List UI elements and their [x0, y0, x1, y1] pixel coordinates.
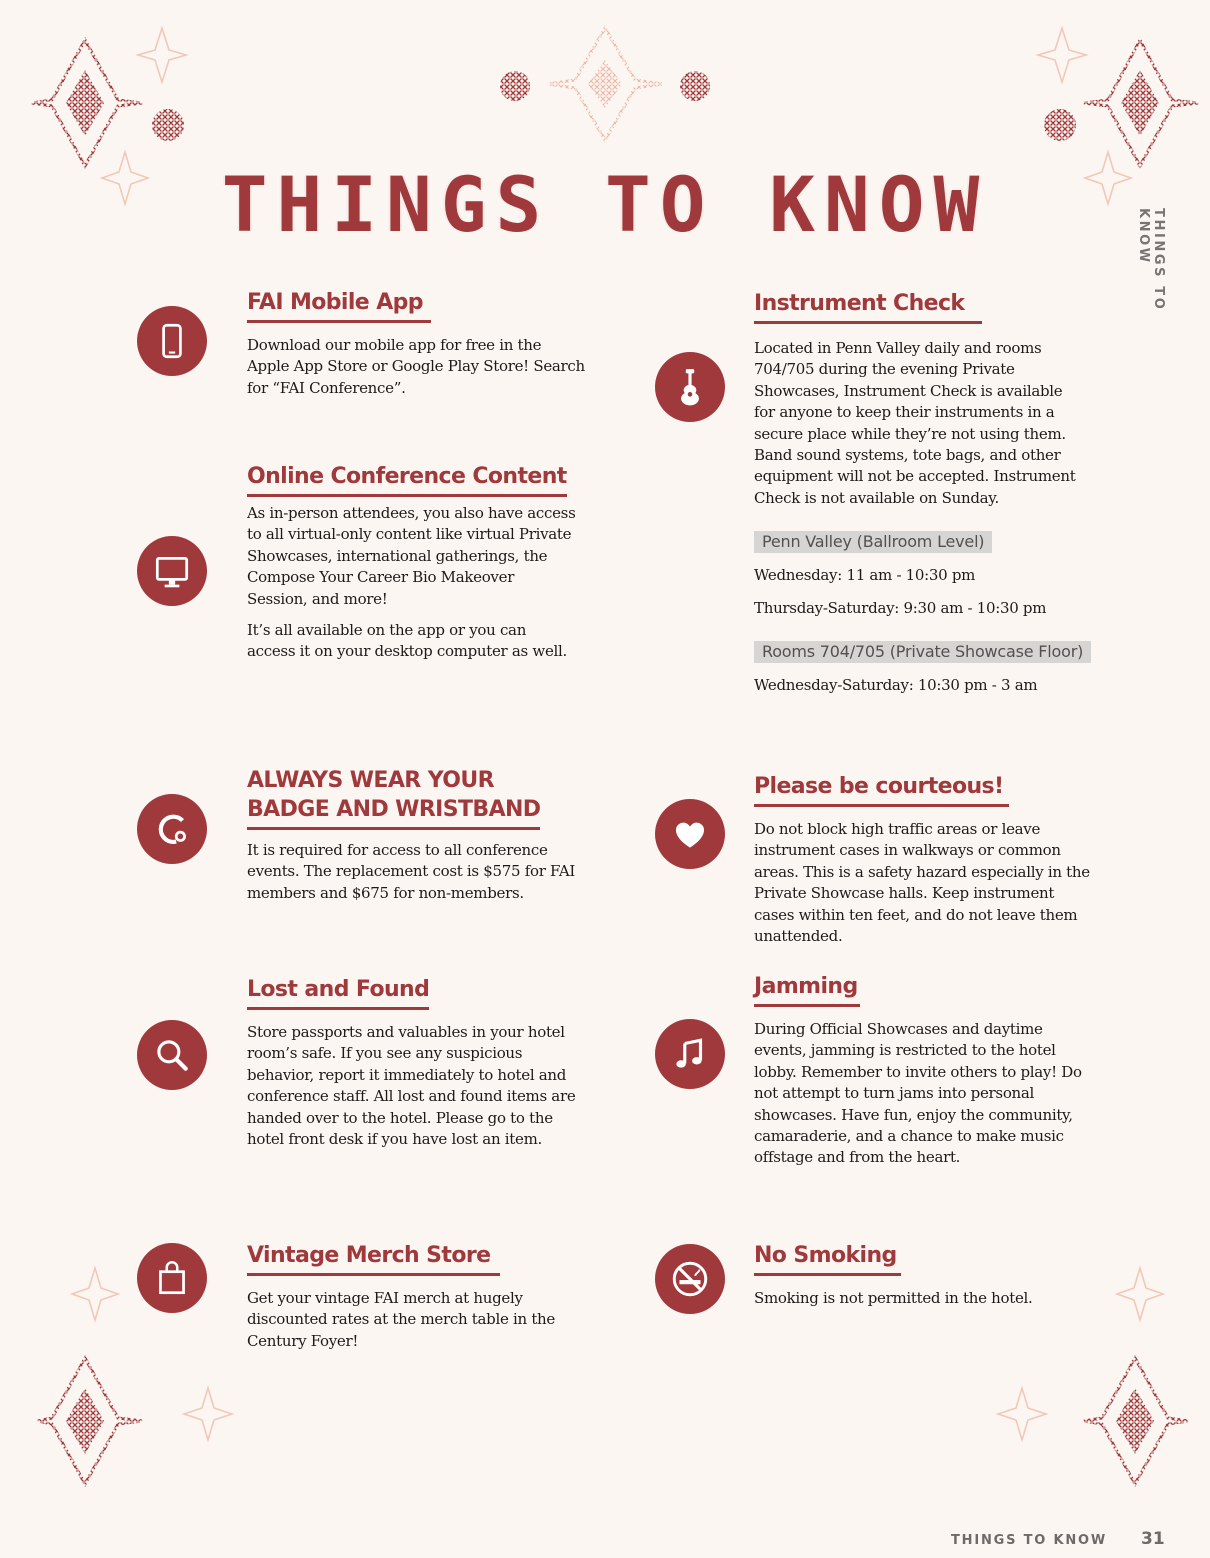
footer-section-label: THINGS TO KNOW [951, 1533, 1108, 1548]
heart-icon [655, 799, 725, 869]
online-content-body-1: As in-person attendees, you also have access to all virtual-only content like virtual Private Showcases, international gatherings, the Compose Your Career Bio Makeover Session, and more! [247, 504, 576, 608]
smartphone-icon [137, 306, 207, 376]
online-content-body-2: It’s all available on the app or you can access it on your desktop computer as well. [247, 621, 567, 661]
badge-heading [247, 766, 540, 830]
large-star-bottom-right [1084, 1358, 1188, 1484]
section-mobile-app [247, 288, 587, 399]
courteous-heading: Please be courteous! [754, 772, 1009, 807]
section-instrument-check [754, 289, 1094, 696]
large-star-top-right [1084, 40, 1198, 166]
music-note-icon [655, 1019, 725, 1089]
badge-heading-line-1: ALWAYS WEAR YOUR [247, 768, 494, 793]
no-smoking-heading: No Smoking [754, 1241, 901, 1276]
magnifier-icon [137, 1020, 207, 1090]
light-star-top-center [548, 28, 662, 140]
mobile-app-heading: FAI Mobile App [247, 288, 431, 323]
guitar-icon [655, 352, 725, 422]
hours-penn-valley-1: Wednesday: 11 am - 10:30 pm [754, 566, 976, 585]
badge-heading-line-2: BADGE AND WRISTBAND [247, 797, 541, 822]
location-tag-penn-valley: Penn Valley (Ballroom Level) [754, 531, 992, 553]
lost-found-heading: Lost and Found [247, 975, 429, 1010]
mobile-app-body: Download our mobile app for free in the Apple App Store or Google Play Store! Search for “FAI Conference”. [247, 336, 585, 397]
jamming-body: During Official Showcases and daytime events, jamming is restricted to the hotel lobby. Remember to invite others to play! Do not attempt to turn jams into personal showcases. Have fun, enjoy the community, camaraderie, and a chance to make music offstage and from the heart. [754, 1020, 1082, 1167]
large-star-top-left [32, 40, 142, 166]
large-star-bottom-left [38, 1358, 142, 1484]
wristband-icon [137, 794, 207, 864]
page-title: THINGS TO KNOW [221, 160, 989, 249]
page-number: 31 [1141, 1529, 1165, 1549]
section-lost-found [247, 975, 587, 1150]
badge-body: It is required for access to all conference events. The replacement cost is $575 for FAI members and $675 for non-members. [247, 841, 575, 902]
side-section-label: THINGS TO KNOW [1136, 208, 1166, 312]
jamming-heading: Jamming [754, 972, 860, 1007]
monitor-icon [137, 536, 207, 606]
location-tag-rooms-704-705: Rooms 704/705 (Private Showcase Floor) [754, 641, 1091, 663]
merch-heading: Vintage Merch Store [247, 1241, 500, 1276]
instrument-check-body: Located in Penn Valley daily and rooms 704/705 during the evening Private Showcases, Instrument Check is available for anyone to keep their instruments in a secure place while they’re not using them. Band sound systems, tote bags, and other equipment will not be accepted. Instrument Check is not available on Sunday. [754, 339, 1076, 507]
section-merch [247, 1241, 587, 1352]
instrument-check-heading: Instrument Check [754, 289, 982, 324]
online-content-heading: Online Conference Content [247, 462, 567, 497]
hours-penn-valley-2: Thursday-Saturday: 9:30 am - 10:30 pm [754, 599, 1047, 618]
section-online-content [247, 462, 577, 663]
shopping-bag-icon [137, 1243, 207, 1313]
courteous-body: Do not block high traffic areas or leave instrument cases in walkways or common areas. This is a safety hazard especially in the Private Showcase halls. Keep instrument cases within ten feet, and do not leave them unattended. [754, 820, 1090, 946]
merch-body: Get your vintage FAI merch at hugely discounted rates at the merch table in the Century Foyer! [247, 1289, 555, 1350]
section-no-smoking [754, 1241, 1094, 1309]
hours-rooms-704-705: Wednesday-Saturday: 10:30 pm - 3 am [754, 676, 1038, 695]
no-smoking-icon [655, 1244, 725, 1314]
no-smoking-body: Smoking is not permitted in the hotel. [754, 1289, 1033, 1307]
section-badge [247, 766, 587, 904]
lost-found-body: Store passports and valuables in your hotel room’s safe. If you see any suspicious behavior, report it immediately to hotel and conference staff. All lost and found items are handed over to the hotel. Please go to the hotel front desk if you have lost an item. [247, 1023, 576, 1149]
section-jamming [754, 972, 1094, 1169]
section-courteous [754, 772, 1094, 947]
